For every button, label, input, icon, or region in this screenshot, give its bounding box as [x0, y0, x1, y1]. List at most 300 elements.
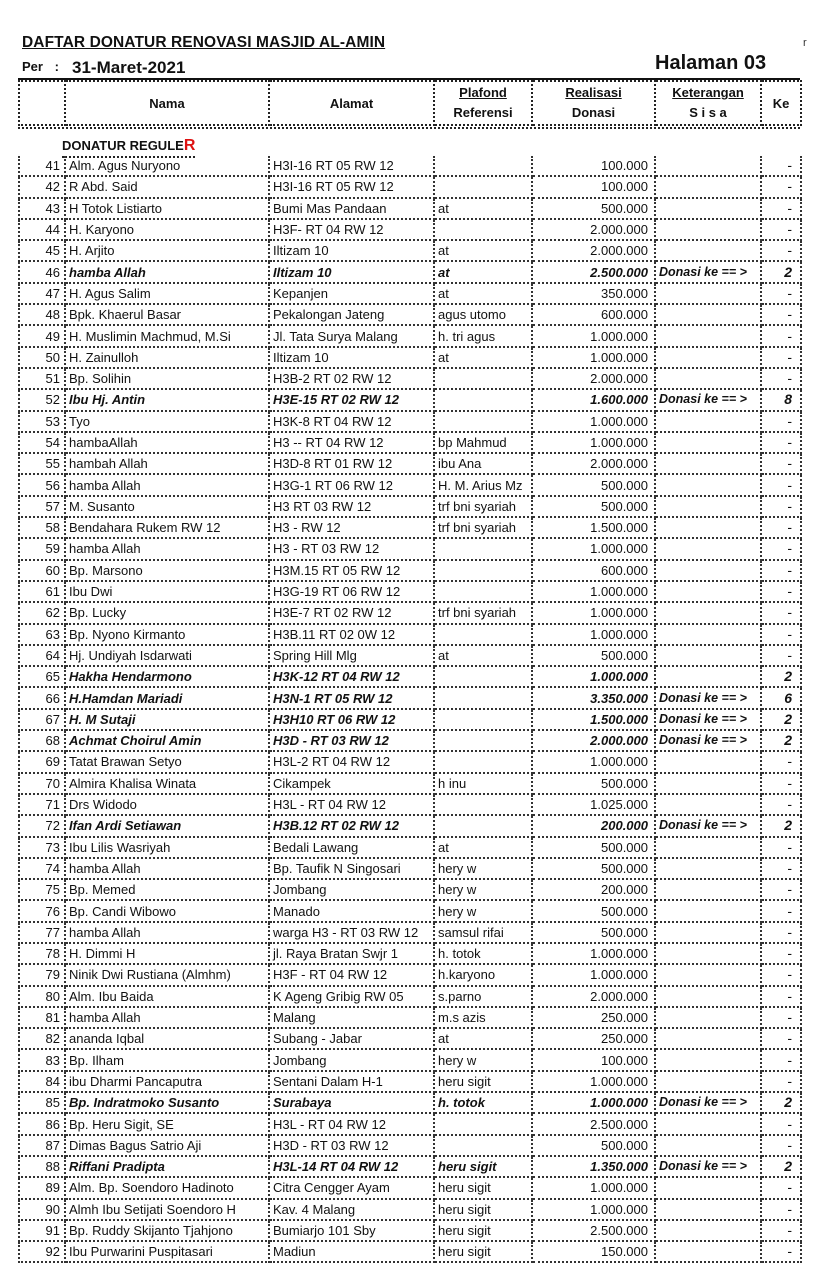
- donor-reference: heru sigit: [434, 1199, 532, 1220]
- donor-address: Bumi Mas Pandaan: [269, 198, 434, 219]
- row-number: 68: [19, 730, 65, 751]
- donor-name: hamba Allah: [65, 261, 269, 282]
- donation-amount: 500.000: [532, 858, 655, 879]
- donor-address: H3B.11 RT 02 0W 12: [269, 624, 434, 645]
- donor-reference: [434, 411, 532, 432]
- donor-address: Jombang: [269, 879, 434, 900]
- col-realisasi: [532, 81, 655, 125]
- donation-amount: 1.000.000: [532, 666, 655, 687]
- table-row: [19, 922, 801, 943]
- donor-name: Alm. Ibu Baida: [65, 986, 269, 1007]
- donor-name: Bp. Lucky: [65, 602, 269, 623]
- remaining-note: [655, 453, 761, 474]
- donor-reference: heru sigit: [434, 1241, 532, 1262]
- donor-name: Achmat Choirul Amin: [65, 730, 269, 751]
- section-title: [62, 137, 195, 158]
- row-number: 85: [19, 1092, 65, 1113]
- donation-count: -: [761, 156, 801, 176]
- row-number: 72: [19, 815, 65, 836]
- table-row: [19, 368, 801, 389]
- donation-count: -: [761, 837, 801, 858]
- table-row: [19, 411, 801, 432]
- row-number: 82: [19, 1028, 65, 1049]
- row-number: 55: [19, 453, 65, 474]
- donor-reference: [434, 176, 532, 197]
- remaining-note: [655, 560, 761, 581]
- donor-name: H. Zainulloh: [65, 347, 269, 368]
- donor-address: H3N-1 RT 05 RW 12: [269, 687, 434, 708]
- row-number: 59: [19, 538, 65, 559]
- donor-reference: h. totok: [434, 1092, 532, 1113]
- donor-reference: hery w: [434, 879, 532, 900]
- row-number: 52: [19, 389, 65, 410]
- donor-name: H Totok Listiarto: [65, 198, 269, 219]
- table-row: [19, 1135, 801, 1156]
- row-number: 79: [19, 964, 65, 985]
- per-label-text: Per: [22, 59, 43, 74]
- donor-address: Kav. 4 Malang: [269, 1199, 434, 1220]
- donor-address: H3L - RT 04 RW 12: [269, 794, 434, 815]
- donation-count: -: [761, 347, 801, 368]
- remaining-note: [655, 751, 761, 772]
- per-label: [22, 59, 59, 74]
- remaining-note: [655, 602, 761, 623]
- donation-count: -: [761, 1220, 801, 1241]
- document-title: DAFTAR DONATUR RENOVASI MASJID AL-AMIN: [22, 34, 386, 51]
- donation-count: -: [761, 879, 801, 900]
- donor-reference: h. tri agus: [434, 325, 532, 346]
- table-row: [19, 240, 801, 261]
- donation-amount: 1.000.000: [532, 1177, 655, 1198]
- donation-amount: 100.000: [532, 176, 655, 197]
- remaining-note: Donasi ke == >: [655, 261, 761, 282]
- donor-reference: [434, 156, 532, 176]
- col-realisasi-line2: Donasi: [571, 105, 616, 120]
- donation-amount: 1.500.000: [532, 709, 655, 730]
- donor-name: Tatat Brawan Setyo: [65, 751, 269, 772]
- row-number: 46: [19, 261, 65, 282]
- row-number: 45: [19, 240, 65, 261]
- row-number: 88: [19, 1156, 65, 1177]
- donor-address: H3F - RT 04 RW 12: [269, 964, 434, 985]
- table-row: [19, 325, 801, 346]
- donation-amount: 2.500.000: [532, 1220, 655, 1241]
- donor-reference: [434, 687, 532, 708]
- table-row: [19, 219, 801, 240]
- donor-address: Jl. Tata Surya Malang: [269, 325, 434, 346]
- remaining-note: [655, 837, 761, 858]
- remaining-note: Donasi ke == >: [655, 687, 761, 708]
- donor-name: H. M Sutaji: [65, 709, 269, 730]
- remaining-note: [655, 538, 761, 559]
- donation-amount: 250.000: [532, 1028, 655, 1049]
- donation-count: -: [761, 922, 801, 943]
- donor-reference: at: [434, 837, 532, 858]
- donation-amount: 2.000.000: [532, 219, 655, 240]
- donor-address: warga H3 - RT 03 RW 12: [269, 922, 434, 943]
- table-row: [19, 751, 801, 772]
- donor-address: Iltizam 10: [269, 261, 434, 282]
- donation-count: -: [761, 432, 801, 453]
- table-row: [19, 837, 801, 858]
- row-number: 86: [19, 1113, 65, 1134]
- donation-count: -: [761, 1028, 801, 1049]
- donor-address: Bp. Taufik N Singosari: [269, 858, 434, 879]
- donation-count: -: [761, 304, 801, 325]
- donor-name: H. Agus Salim: [65, 283, 269, 304]
- donor-reference: [434, 581, 532, 602]
- donor-address: Cikampek: [269, 773, 434, 794]
- donor-address: H3L - RT 04 RW 12: [269, 1113, 434, 1134]
- donor-name: H.Hamdan Mariadi: [65, 687, 269, 708]
- donor-name: Alm. Agus Nuryono: [65, 156, 269, 176]
- remaining-note: [655, 1113, 761, 1134]
- donor-reference: heru sigit: [434, 1177, 532, 1198]
- donation-amount: 200.000: [532, 815, 655, 836]
- donor-name: Alm. Bp. Soendoro Hadinoto: [65, 1177, 269, 1198]
- donor-name: H. Karyono: [65, 219, 269, 240]
- donor-name: hamba Allah: [65, 538, 269, 559]
- report-date: 31-Maret-2021: [72, 58, 186, 77]
- remaining-note: [655, 581, 761, 602]
- donation-count: -: [761, 602, 801, 623]
- donor-reference: trf bni syariah: [434, 602, 532, 623]
- donor-reference: at: [434, 240, 532, 261]
- donation-count: 2: [761, 730, 801, 751]
- table-row: [19, 538, 801, 559]
- donor-name: Ninik Dwi Rustiana (Almhm): [65, 964, 269, 985]
- donation-count: 2: [761, 709, 801, 730]
- donor-table: [18, 156, 802, 1263]
- row-number: 90: [19, 1199, 65, 1220]
- donor-reference: h.karyono: [434, 964, 532, 985]
- donation-amount: 500.000: [532, 922, 655, 943]
- donation-amount: 1.000.000: [532, 602, 655, 623]
- donor-name: hambah Allah: [65, 453, 269, 474]
- donor-address: H3L-14 RT 04 RW 12: [269, 1156, 434, 1177]
- donation-count: -: [761, 1071, 801, 1092]
- donor-name: Ifan Ardi Setiawan: [65, 815, 269, 836]
- donation-amount: 600.000: [532, 304, 655, 325]
- donation-amount: 1.600.000: [532, 389, 655, 410]
- donation-count: -: [761, 198, 801, 219]
- table-row: [19, 879, 801, 900]
- remaining-note: [655, 986, 761, 1007]
- table-row: [19, 794, 801, 815]
- remaining-note: [655, 198, 761, 219]
- row-number: 89: [19, 1177, 65, 1198]
- remaining-note: [655, 922, 761, 943]
- remaining-note: [655, 794, 761, 815]
- table-row: [19, 858, 801, 879]
- table-row: [19, 304, 801, 325]
- remaining-note: Donasi ke == >: [655, 1092, 761, 1113]
- donor-address: Iltizam 10: [269, 347, 434, 368]
- remaining-note: [655, 879, 761, 900]
- row-number: 87: [19, 1135, 65, 1156]
- donation-amount: 2.000.000: [532, 368, 655, 389]
- col-ke: Ke: [761, 81, 801, 125]
- donor-name: ibu Dharmi Pancaputra: [65, 1071, 269, 1092]
- donation-amount: 500.000: [532, 900, 655, 921]
- col-realisasi-line1: Realisasi: [565, 85, 622, 100]
- donor-address: H3H10 RT 06 RW 12: [269, 709, 434, 730]
- donor-name: Ibu Purwarini Puspitasari: [65, 1241, 269, 1262]
- donation-amount: 1.000.000: [532, 624, 655, 645]
- donation-count: -: [761, 943, 801, 964]
- row-number: 92: [19, 1241, 65, 1262]
- donation-count: 2: [761, 261, 801, 282]
- donor-reference: trf bni syariah: [434, 496, 532, 517]
- row-number: 71: [19, 794, 65, 815]
- donation-amount: 1.000.000: [532, 432, 655, 453]
- donor-address: Subang - Jabar: [269, 1028, 434, 1049]
- table-row: [19, 1007, 801, 1028]
- donor-reference: h. totok: [434, 943, 532, 964]
- table-row: [19, 198, 801, 219]
- donation-amount: 1.000.000: [532, 964, 655, 985]
- row-number: 47: [19, 283, 65, 304]
- donor-address: H3D - RT 03 RW 12: [269, 1135, 434, 1156]
- donor-address: Pekalongan Jateng: [269, 304, 434, 325]
- donation-amount: 250.000: [532, 1007, 655, 1028]
- donor-address: Spring Hill Mlg: [269, 645, 434, 666]
- table-row: [19, 1049, 801, 1070]
- donor-name: ananda Iqbal: [65, 1028, 269, 1049]
- col-no: [19, 81, 65, 125]
- donation-amount: 150.000: [532, 1241, 655, 1262]
- donation-count: -: [761, 411, 801, 432]
- table-row: [19, 389, 801, 410]
- donor-name: Bp. Ruddy Skijanto Tjahjono: [65, 1220, 269, 1241]
- donor-name: Hj. Undiyah Isdarwati: [65, 645, 269, 666]
- donor-address: H3 - RT 03 RW 12: [269, 538, 434, 559]
- donor-reference: [434, 1135, 532, 1156]
- donor-name: Tyo: [65, 411, 269, 432]
- donor-address: H3K-8 RT 04 RW 12: [269, 411, 434, 432]
- donation-amount: 1.000.000: [532, 411, 655, 432]
- row-number: 61: [19, 581, 65, 602]
- donor-name: Ibu Hj. Antin: [65, 389, 269, 410]
- donor-address: Iltizam 10: [269, 240, 434, 261]
- per-colon: :: [54, 59, 59, 74]
- donor-address: H3 - RW 12: [269, 517, 434, 538]
- table-row: [19, 645, 801, 666]
- donor-name: Bp. Ilham: [65, 1049, 269, 1070]
- donation-count: -: [761, 1049, 801, 1070]
- donor-reference: at: [434, 1028, 532, 1049]
- remaining-note: [655, 1177, 761, 1198]
- donation-count: -: [761, 325, 801, 346]
- remaining-note: [655, 517, 761, 538]
- donation-amount: 500.000: [532, 837, 655, 858]
- remaining-note: Donasi ke == >: [655, 815, 761, 836]
- donation-count: 2: [761, 815, 801, 836]
- donation-amount: 1.000.000: [532, 581, 655, 602]
- remaining-note: [655, 900, 761, 921]
- remaining-note: [655, 1049, 761, 1070]
- donation-count: -: [761, 794, 801, 815]
- donor-name: Hakha Hendarmono: [65, 666, 269, 687]
- donor-reference: [434, 219, 532, 240]
- table-row: [19, 964, 801, 985]
- donor-reference: [434, 709, 532, 730]
- donor-reference: samsul rifai: [434, 922, 532, 943]
- remaining-note: [655, 240, 761, 261]
- table-row: [19, 517, 801, 538]
- donor-reference: H. M. Arius Mz: [434, 474, 532, 495]
- table-row: [19, 687, 801, 708]
- donor-name: Ibu Dwi: [65, 581, 269, 602]
- table-row: [19, 730, 801, 751]
- donor-address: H3 -- RT 04 RW 12: [269, 432, 434, 453]
- remaining-note: Donasi ke == >: [655, 389, 761, 410]
- remaining-note: [655, 368, 761, 389]
- donation-amount: 1.500.000: [532, 517, 655, 538]
- corner-mark: r: [803, 37, 807, 49]
- remaining-note: Donasi ke == >: [655, 709, 761, 730]
- donation-count: -: [761, 624, 801, 645]
- donor-address: Surabaya: [269, 1092, 434, 1113]
- donor-reference: heru sigit: [434, 1071, 532, 1092]
- donation-amount: 2.500.000: [532, 261, 655, 282]
- row-number: 60: [19, 560, 65, 581]
- donor-reference: heru sigit: [434, 1156, 532, 1177]
- table-row: [19, 986, 801, 1007]
- remaining-note: [655, 1241, 761, 1262]
- donor-name: Almh Ibu Setijati Soendoro H: [65, 1199, 269, 1220]
- remaining-note: [655, 624, 761, 645]
- table-row: [19, 1156, 801, 1177]
- row-number: 50: [19, 347, 65, 368]
- donor-reference: hery w: [434, 858, 532, 879]
- donation-amount: 2.000.000: [532, 986, 655, 1007]
- donor-address: Citra Cengger Ayam: [269, 1177, 434, 1198]
- row-number: 54: [19, 432, 65, 453]
- remaining-note: [655, 496, 761, 517]
- donation-count: -: [761, 1113, 801, 1134]
- donation-count: -: [761, 1241, 801, 1262]
- donor-name: hamba Allah: [65, 1007, 269, 1028]
- remaining-note: [655, 645, 761, 666]
- donation-amount: 1.000.000: [532, 1071, 655, 1092]
- table-row: [19, 1092, 801, 1113]
- row-number: 91: [19, 1220, 65, 1241]
- donation-amount: 500.000: [532, 1135, 655, 1156]
- row-number: 76: [19, 900, 65, 921]
- table-row: [19, 1241, 801, 1262]
- remaining-note: [655, 1199, 761, 1220]
- donor-name: M. Susanto: [65, 496, 269, 517]
- donation-amount: 350.000: [532, 283, 655, 304]
- donation-count: -: [761, 283, 801, 304]
- donor-name: Bp. Heru Sigit, SE: [65, 1113, 269, 1134]
- donor-reference: [434, 560, 532, 581]
- donation-amount: 1.000.000: [532, 943, 655, 964]
- donation-amount: 500.000: [532, 474, 655, 495]
- col-keterangan-line2: S i s a: [689, 105, 727, 120]
- donation-amount: 1.000.000: [532, 325, 655, 346]
- donor-reference: bp Mahmud: [434, 432, 532, 453]
- donor-name: Bp. Nyono Kirmanto: [65, 624, 269, 645]
- remaining-note: [655, 1028, 761, 1049]
- donor-address: Manado: [269, 900, 434, 921]
- remaining-note: [655, 432, 761, 453]
- donor-address: H3B-2 RT 02 RW 12: [269, 368, 434, 389]
- donor-address: H3K-12 RT 04 RW 12: [269, 666, 434, 687]
- donation-amount: 1.025.000: [532, 794, 655, 815]
- donation-count: 2: [761, 1092, 801, 1113]
- row-number: 74: [19, 858, 65, 879]
- col-plafond-line2: Referensi: [453, 105, 513, 120]
- donation-amount: 200.000: [532, 879, 655, 900]
- row-number: 43: [19, 198, 65, 219]
- donor-reference: ibu Ana: [434, 453, 532, 474]
- donor-address: K Ageng Gribig RW 05: [269, 986, 434, 1007]
- row-number: 41: [19, 156, 65, 176]
- row-number: 77: [19, 922, 65, 943]
- remaining-note: [655, 666, 761, 687]
- donor-reference: [434, 368, 532, 389]
- donor-address: H3I-16 RT 05 RW 12: [269, 176, 434, 197]
- donor-reference: at: [434, 347, 532, 368]
- section-title-last-letter: R: [183, 137, 196, 154]
- donor-name: H. Muslimin Machmud, M.Si: [65, 325, 269, 346]
- row-number: 65: [19, 666, 65, 687]
- donor-reference: at: [434, 198, 532, 219]
- donor-address: H3G-1 RT 06 RW 12: [269, 474, 434, 495]
- donor-address: Malang: [269, 1007, 434, 1028]
- donor-name: Almira Khalisa Winata: [65, 773, 269, 794]
- donor-address: H3M.15 RT 05 RW 12: [269, 560, 434, 581]
- table-row: [19, 666, 801, 687]
- row-number: 53: [19, 411, 65, 432]
- row-number: 84: [19, 1071, 65, 1092]
- row-number: 83: [19, 1049, 65, 1070]
- table-row: [19, 347, 801, 368]
- donor-name: H. Dimmi H: [65, 943, 269, 964]
- donation-count: -: [761, 1177, 801, 1198]
- section-title-main: DONATUR REGULE: [62, 138, 184, 153]
- donor-table-body: [19, 156, 801, 1262]
- donation-count: -: [761, 1135, 801, 1156]
- donation-count: 6: [761, 687, 801, 708]
- donor-name: Bp. Candi Wibowo: [65, 900, 269, 921]
- donation-count: -: [761, 751, 801, 772]
- remaining-note: [655, 1007, 761, 1028]
- donation-count: -: [761, 1199, 801, 1220]
- row-number: 57: [19, 496, 65, 517]
- donor-name: hamba Allah: [65, 474, 269, 495]
- donation-count: -: [761, 964, 801, 985]
- row-number: 42: [19, 176, 65, 197]
- remaining-note: Donasi ke == >: [655, 1156, 761, 1177]
- remaining-note: [655, 304, 761, 325]
- donor-name: Bp. Indratmoko Susanto: [65, 1092, 269, 1113]
- donation-count: -: [761, 496, 801, 517]
- header-bottom-rule: [18, 127, 800, 129]
- donor-name: R Abd. Said: [65, 176, 269, 197]
- donor-reference: [434, 389, 532, 410]
- donation-count: -: [761, 453, 801, 474]
- donor-address: H3E-15 RT 02 RW 12: [269, 389, 434, 410]
- donor-address: H3E-7 RT 02 RW 12: [269, 602, 434, 623]
- donor-reference: s.parno: [434, 986, 532, 1007]
- remaining-note: [655, 219, 761, 240]
- remaining-note: [655, 474, 761, 495]
- donor-address: H3D - RT 03 RW 12: [269, 730, 434, 751]
- donor-reference: [434, 751, 532, 772]
